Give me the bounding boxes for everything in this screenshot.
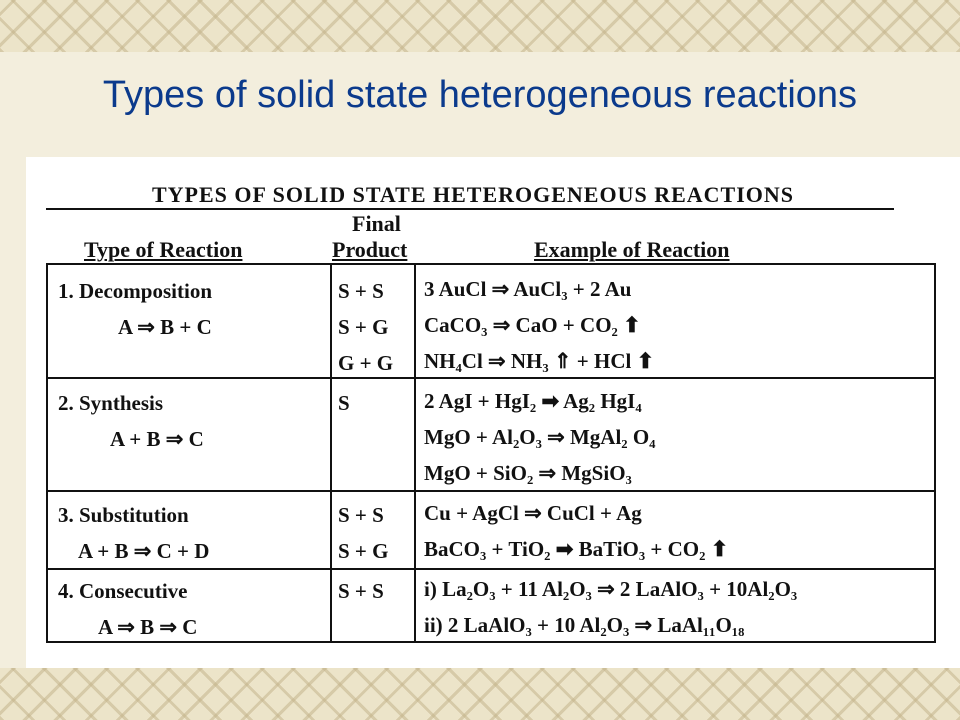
reaction-example: 3 AuCl ⇒ AuCl₃ + 2 Au <box>424 277 632 301</box>
column-header-product-line2: Product <box>332 237 408 262</box>
reaction-example: CaCO₃ ⇒ CaO + CO₂ ⬆ <box>424 313 641 337</box>
reaction-example: Cu + AgCl ⇒ CuCl + Ag <box>424 501 642 525</box>
reaction-scheme: A + B ⇒ C + D <box>78 539 210 563</box>
column-divider <box>330 265 332 641</box>
reaction-scheme: A ⇒ B + C <box>118 315 212 339</box>
reaction-example: 2 AgI + HgI₂ ➡ Ag₂ HgI₄ <box>424 389 642 413</box>
final-product: S + S <box>338 579 384 603</box>
slide-title: Types of solid state heterogeneous reactions <box>102 74 858 116</box>
final-product: S + G <box>338 315 389 339</box>
reaction-example: MgO + SiO₂ ⇒ MgSiO₃ <box>424 461 632 485</box>
reaction-table <box>46 263 936 643</box>
document-heading: TYPES OF SOLID STATE HETEROGENEOUS REACTIONS <box>152 182 795 207</box>
reaction-type: 1. Decomposition <box>58 279 212 303</box>
reaction-type: 4. Consecutive <box>58 579 188 603</box>
row-divider <box>48 568 934 570</box>
decorative-border-bottom <box>0 668 960 720</box>
reaction-scheme: A ⇒ B ⇒ C <box>98 615 198 639</box>
reaction-example: BaCO₃ + TiO₂ ➡ BaTiO₃ + CO₂ ⬆ <box>424 537 729 561</box>
row-divider <box>48 377 934 379</box>
reaction-example: NH₄Cl ⇒ NH₃ ⇑ + HCl ⬆ <box>424 349 655 373</box>
final-product: S + S <box>338 503 384 527</box>
heading-rule <box>46 208 894 210</box>
reaction-type: 3. Substitution <box>58 503 189 527</box>
reaction-example: ii) 2 LaAlO₃ + 10 Al₂O₃ ⇒ LaAl₁₁O₁₈ <box>424 613 745 637</box>
final-product: S + G <box>338 539 389 563</box>
row-divider <box>48 490 934 492</box>
final-product: G + G <box>338 351 394 375</box>
column-header-example: Example of Reaction <box>534 237 730 262</box>
reaction-type: 2. Synthesis <box>58 391 164 415</box>
decorative-border-top <box>0 0 960 52</box>
reaction-example: MgO + Al₂O₃ ⇒ MgAl₂ O₄ <box>424 425 656 449</box>
column-divider <box>414 265 416 641</box>
column-header-type: Type of Reaction <box>84 237 243 262</box>
final-product: S + S <box>338 279 384 303</box>
final-product: S <box>338 391 350 415</box>
reaction-example: i) La₂O₃ + 11 Al₂O₃ ⇒ 2 LaAlO₃ + 10Al₂O₃ <box>424 577 798 601</box>
reaction-scheme: A + B ⇒ C <box>110 427 204 451</box>
column-header-product-line1: Final <box>352 211 401 236</box>
